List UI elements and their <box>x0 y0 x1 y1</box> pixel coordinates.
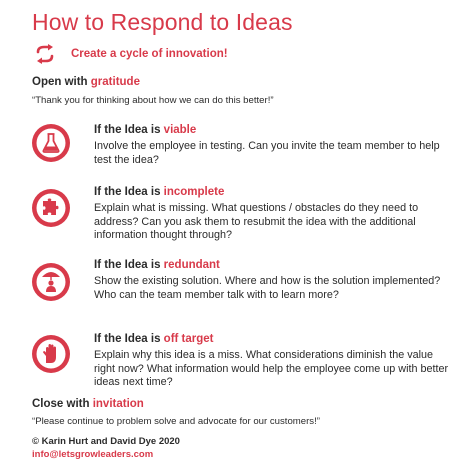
tagline: Create a cycle of innovation! <box>71 48 228 60</box>
person-umbrella-icon <box>31 262 71 302</box>
item-heading-redundant <box>94 259 220 271</box>
contact-email-link[interactable]: info@letsgrowleaders.com <box>32 449 154 460</box>
close-heading-keyword: invitation <box>92 398 144 410</box>
close-quote: “Please continue to problem solve and advocate for our customers!” <box>32 416 320 427</box>
item-heading-keyword: off target <box>163 333 214 345</box>
open-quote: “Thank you for thinking about how we can do this better!” <box>32 95 274 106</box>
stop-hand-icon <box>31 334 71 374</box>
item-heading-prefix: If the Idea is <box>94 333 164 345</box>
item-heading-keyword: incomplete <box>163 186 225 198</box>
open-heading <box>32 76 140 88</box>
item-heading-prefix: If the Idea is <box>94 259 164 271</box>
cycle-arrows-icon <box>34 44 56 64</box>
item-heading-off-target <box>94 333 214 345</box>
item-heading-keyword: viable <box>163 124 197 136</box>
item-heading-prefix: If the Idea is <box>94 124 164 136</box>
item-heading-viable <box>94 124 196 136</box>
item-body-viable: Involve the employee in testing. Can you invite the team member to help test the idea? <box>94 140 440 166</box>
open-heading-prefix: Open with <box>32 76 91 88</box>
open-heading-keyword: gratitude <box>90 76 140 88</box>
item-heading-prefix: If the Idea is <box>94 186 164 198</box>
item-heading-incomplete <box>94 186 224 198</box>
copyright-credit: © Karin Hurt and David Dye 2020 <box>32 436 180 447</box>
flask-icon <box>31 123 71 163</box>
item-heading-keyword: redundant <box>163 259 220 271</box>
item-body-off-target: Explain why this idea is a miss. What considerations diminish the value right now? What information would help the employee come up with better ideas next time? <box>94 349 449 389</box>
puzzle-icon <box>31 188 71 228</box>
item-body-redundant: Show the existing solution. Where and how is the solution implemented? Who can the team member talk with to learn more? <box>94 275 441 301</box>
page-title: How to Respond to Ideas <box>32 9 293 35</box>
item-body-incomplete: Explain what is missing. What questions / obstacles do they need to address? Can you ask them to resubmit the idea with the additional information thought through? <box>94 202 419 242</box>
close-heading <box>32 398 144 410</box>
close-heading-prefix: Close with <box>32 398 93 410</box>
